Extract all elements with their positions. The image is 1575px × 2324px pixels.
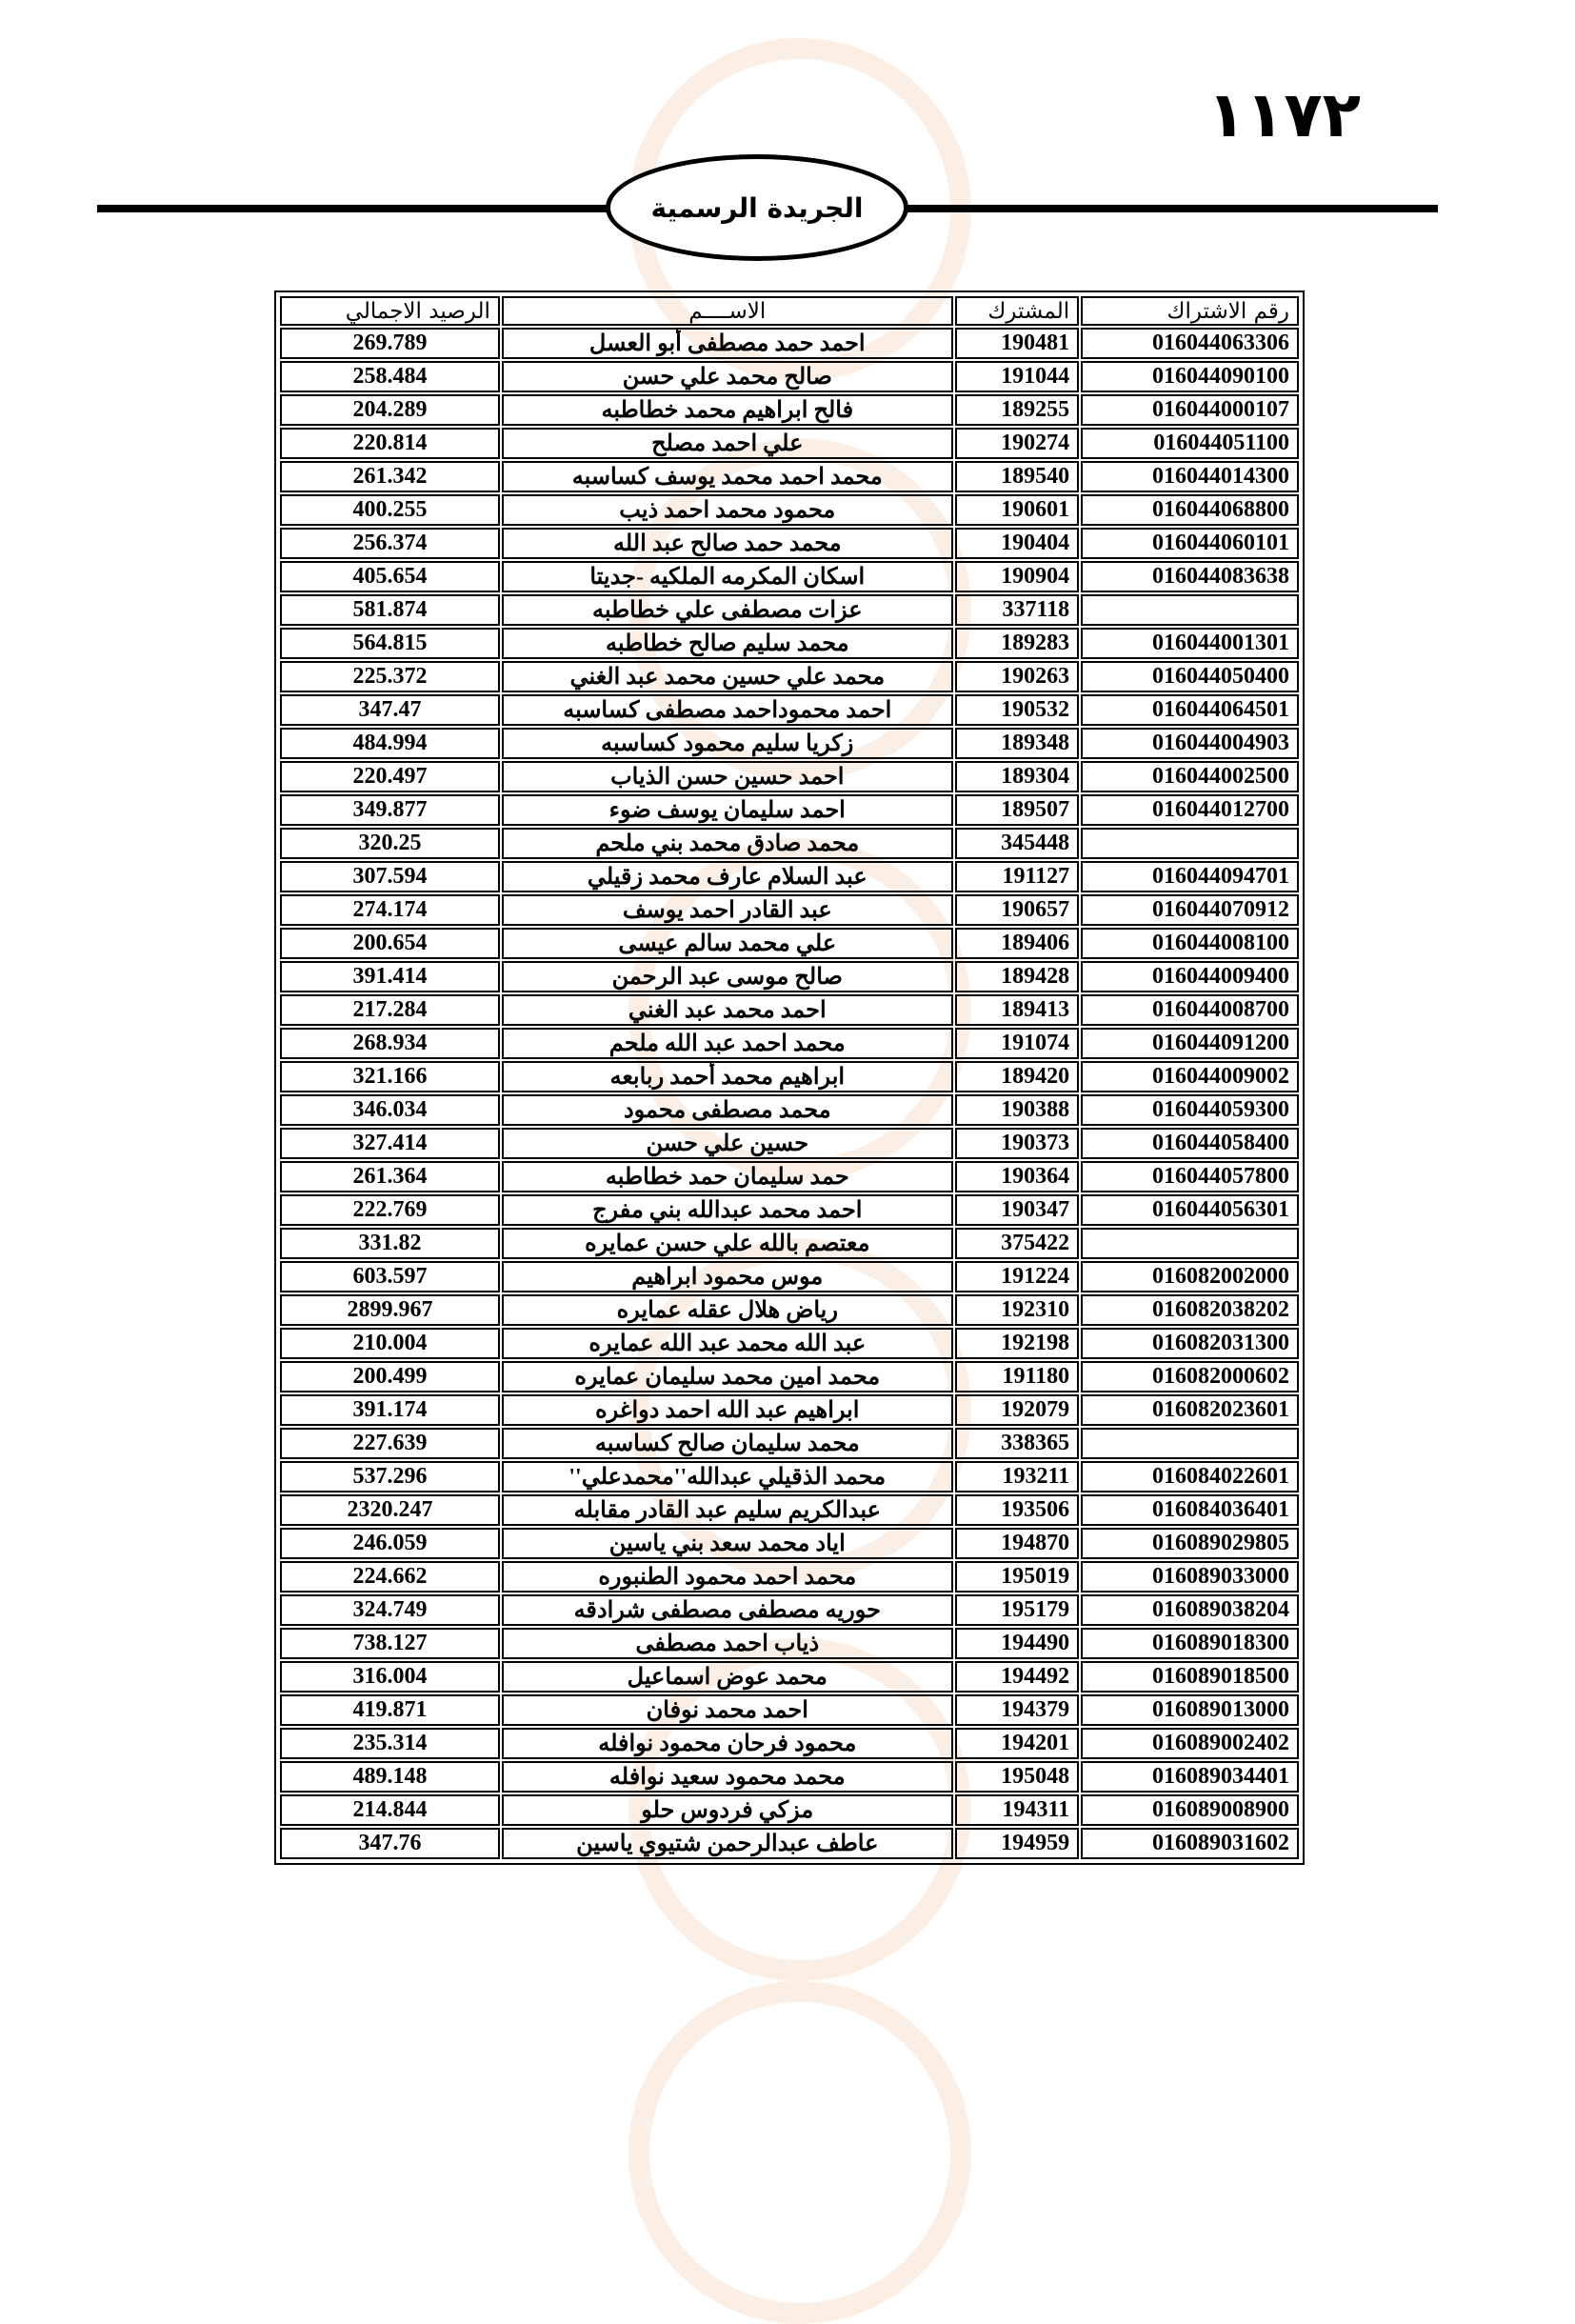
subscription-number-cell: 016044058400 bbox=[1081, 1128, 1299, 1159]
name-cell: علي احمد مصلح bbox=[502, 428, 953, 459]
subscriber-cell: 190601 bbox=[955, 494, 1079, 526]
subscriber-cell: 191044 bbox=[955, 361, 1079, 392]
subscription-number-cell: 016044050400 bbox=[1081, 661, 1299, 692]
subscription-number-cell: 016044094701 bbox=[1081, 861, 1299, 892]
balance-cell: 603.597 bbox=[280, 1261, 500, 1292]
name-cell: محمد حمد صالح عبد الله bbox=[502, 528, 953, 559]
subscription-number-cell bbox=[1081, 1228, 1299, 1259]
subscriber-cell: 190404 bbox=[955, 528, 1079, 559]
table-row bbox=[280, 994, 1299, 1026]
name-cell: ابراهيم محمد أحمد ربابعه bbox=[502, 1061, 953, 1092]
name-cell: احمد محمد عبد الغني bbox=[502, 994, 953, 1026]
table-row bbox=[280, 1294, 1299, 1326]
subscription-number-cell: 016044000107 bbox=[1081, 394, 1299, 426]
table-row bbox=[280, 1194, 1299, 1226]
name-cell: ذياب احمد مصطفى bbox=[502, 1628, 953, 1659]
table-row bbox=[280, 394, 1299, 426]
subscription-number-cell: 016044056301 bbox=[1081, 1194, 1299, 1226]
table-row bbox=[280, 761, 1299, 792]
balance-cell: 327.414 bbox=[280, 1128, 500, 1159]
table-row bbox=[280, 1428, 1299, 1459]
table-row bbox=[280, 694, 1299, 726]
subscription-number-cell: 016044063306 bbox=[1081, 328, 1299, 359]
table-row bbox=[280, 1794, 1299, 1826]
balance-cell: 222.769 bbox=[280, 1194, 500, 1226]
balance-cell: 316.004 bbox=[280, 1661, 500, 1693]
subscription-number-cell: 016044009400 bbox=[1081, 961, 1299, 992]
name-cell: علي محمد سالم عيسى bbox=[502, 928, 953, 959]
subscription-number-cell bbox=[1081, 1428, 1299, 1459]
subscription-number-cell: 016044091200 bbox=[1081, 1028, 1299, 1059]
name-cell: مزكي فردوس حلو bbox=[502, 1794, 953, 1826]
subscription-number-cell: 016044060101 bbox=[1081, 528, 1299, 559]
table-row bbox=[280, 1494, 1299, 1526]
balance-cell: 274.174 bbox=[280, 894, 500, 926]
name-cell: صالح محمد علي حسن bbox=[502, 361, 953, 392]
balance-cell: 220.497 bbox=[280, 761, 500, 792]
table-row bbox=[280, 1594, 1299, 1626]
subscription-number-cell: 016044090100 bbox=[1081, 361, 1299, 392]
subscriber-cell: 190364 bbox=[955, 1161, 1079, 1192]
balance-cell: 564.815 bbox=[280, 628, 500, 659]
table-row bbox=[280, 861, 1299, 892]
subscription-number-cell: 016044002500 bbox=[1081, 761, 1299, 792]
table-row bbox=[280, 1728, 1299, 1759]
name-cell: احمد سليمان يوسف ضوء bbox=[502, 794, 953, 826]
subscription-number-cell: 016084036401 bbox=[1081, 1494, 1299, 1526]
table-row bbox=[280, 594, 1299, 626]
name-cell: محمد الذقيلي عبدالله''محمدعلي'' bbox=[502, 1461, 953, 1493]
table-row bbox=[280, 1161, 1299, 1192]
column-header-name: الاســــم bbox=[502, 296, 953, 326]
table-row bbox=[280, 1128, 1299, 1159]
name-cell: محمد سليم صالح خطاطبه bbox=[502, 628, 953, 659]
name-cell: اياد محمد سعد بني ياسين bbox=[502, 1528, 953, 1559]
table-row bbox=[280, 1661, 1299, 1693]
table-row bbox=[280, 1094, 1299, 1126]
balance-cell: 204.289 bbox=[280, 394, 500, 426]
subscriber-cell: 191074 bbox=[955, 1028, 1079, 1059]
table-row bbox=[280, 1528, 1299, 1559]
balance-cell: 419.871 bbox=[280, 1694, 500, 1726]
name-cell: محمد مصطفى محمود bbox=[502, 1094, 953, 1126]
subscription-number-cell: 016082038202 bbox=[1081, 1294, 1299, 1326]
subscriber-cell: 195048 bbox=[955, 1761, 1079, 1793]
name-cell: حسين علي حسن bbox=[502, 1128, 953, 1159]
subscription-number-cell: 016089002402 bbox=[1081, 1728, 1299, 1759]
balance-cell: 347.47 bbox=[280, 694, 500, 726]
name-cell: عبد السلام عارف محمد زقيلي bbox=[502, 861, 953, 892]
table-row bbox=[280, 494, 1299, 526]
subscription-number-cell: 016089033000 bbox=[1081, 1561, 1299, 1593]
table-body bbox=[280, 328, 1299, 1859]
subscriber-cell: 189304 bbox=[955, 761, 1079, 792]
name-cell: فالح ابراهيم محمد خطاطبه bbox=[502, 394, 953, 426]
balance-cell: 484.994 bbox=[280, 728, 500, 759]
subscriber-cell: 190481 bbox=[955, 328, 1079, 359]
name-cell: محمد صادق محمد بني ملحم bbox=[502, 828, 953, 859]
name-cell: حوريه مصطفى مصطفى شرادقه bbox=[502, 1594, 953, 1626]
subscriber-cell: 190274 bbox=[955, 428, 1079, 459]
subscriber-cell: 194490 bbox=[955, 1628, 1079, 1659]
name-cell: محمد علي حسين محمد عبد الغني bbox=[502, 661, 953, 692]
table-row bbox=[280, 561, 1299, 592]
table-row bbox=[280, 961, 1299, 992]
subscriber-cell: 190532 bbox=[955, 694, 1079, 726]
name-cell: زكريا سليم محمود كساسبه bbox=[502, 728, 953, 759]
name-cell: احمد محمد عبدالله بني مفرج bbox=[502, 1194, 953, 1226]
balance-cell: 489.148 bbox=[280, 1761, 500, 1793]
subscriber-cell: 189255 bbox=[955, 394, 1079, 426]
subscriber-cell: 345448 bbox=[955, 828, 1079, 859]
balance-cell: 220.814 bbox=[280, 428, 500, 459]
name-cell: محمد امين محمد سليمان عمايره bbox=[502, 1361, 953, 1392]
subscription-number-cell: 016044057800 bbox=[1081, 1161, 1299, 1192]
balance-cell: 346.034 bbox=[280, 1094, 500, 1126]
table-row bbox=[280, 794, 1299, 826]
balance-cell: 224.662 bbox=[280, 1561, 500, 1593]
subscriber-cell: 192310 bbox=[955, 1294, 1079, 1326]
subscriber-cell: 189406 bbox=[955, 928, 1079, 959]
subscription-number-cell bbox=[1081, 594, 1299, 626]
subscription-number-cell: 016044059300 bbox=[1081, 1094, 1299, 1126]
table-row bbox=[280, 1394, 1299, 1426]
subscriber-cell: 190263 bbox=[955, 661, 1079, 692]
subscriber-cell: 190904 bbox=[955, 561, 1079, 592]
subscriber-cell: 194201 bbox=[955, 1728, 1079, 1759]
subscription-number-cell: 016082031300 bbox=[1081, 1328, 1299, 1359]
name-cell: عزات مصطفى علي خطاطبه bbox=[502, 594, 953, 626]
name-cell: محمد سليمان صالح كساسبه bbox=[502, 1428, 953, 1459]
balance-cell: 227.639 bbox=[280, 1428, 500, 1459]
balance-cell: 217.284 bbox=[280, 994, 500, 1026]
page-number: ١١٧٢ bbox=[1206, 78, 1361, 151]
balance-cell: 256.374 bbox=[280, 528, 500, 559]
column-header-subscriber: المشترك bbox=[955, 296, 1079, 326]
balance-cell: 537.296 bbox=[280, 1461, 500, 1493]
subscriber-cell: 189540 bbox=[955, 461, 1079, 492]
balance-cell: 391.174 bbox=[280, 1394, 500, 1426]
balance-cell: 738.127 bbox=[280, 1628, 500, 1659]
balance-cell: 2320.247 bbox=[280, 1494, 500, 1526]
balance-cell: 258.484 bbox=[280, 361, 500, 392]
name-cell: عبد الله محمد عبد الله عمايره bbox=[502, 1328, 953, 1359]
subscriber-cell: 189283 bbox=[955, 628, 1079, 659]
balance-cell: 200.654 bbox=[280, 928, 500, 959]
subscription-number-cell: 016044051100 bbox=[1081, 428, 1299, 459]
balance-cell: 225.372 bbox=[280, 661, 500, 692]
subscriber-cell: 337118 bbox=[955, 594, 1079, 626]
balance-cell: 391.414 bbox=[280, 961, 500, 992]
name-cell: حمد سليمان حمد خطاطبه bbox=[502, 1161, 953, 1192]
balance-cell: 400.255 bbox=[280, 494, 500, 526]
balance-cell: 324.749 bbox=[280, 1594, 500, 1626]
subscriber-cell: 190347 bbox=[955, 1194, 1079, 1226]
name-cell: صالح موسى عبد الرحمن bbox=[502, 961, 953, 992]
balance-cell: 347.76 bbox=[280, 1828, 500, 1859]
table-row bbox=[280, 828, 1299, 859]
subscriber-cell: 195019 bbox=[955, 1561, 1079, 1593]
subscription-number-cell: 016044014300 bbox=[1081, 461, 1299, 492]
name-cell: محمد احمد محمد يوسف كساسبه bbox=[502, 461, 953, 492]
balance-cell: 405.654 bbox=[280, 561, 500, 592]
balance-cell: 320.25 bbox=[280, 828, 500, 859]
subscription-number-cell: 016044070912 bbox=[1081, 894, 1299, 926]
subscription-number-cell: 016044064501 bbox=[1081, 694, 1299, 726]
subscriber-cell: 193211 bbox=[955, 1461, 1079, 1493]
subscriber-cell: 189507 bbox=[955, 794, 1079, 826]
subscriber-cell: 191224 bbox=[955, 1261, 1079, 1292]
balance-cell: 331.82 bbox=[280, 1228, 500, 1259]
table-row bbox=[280, 1694, 1299, 1726]
subscriber-cell: 194379 bbox=[955, 1694, 1079, 1726]
table-row bbox=[280, 1628, 1299, 1659]
balance-cell: 210.004 bbox=[280, 1328, 500, 1359]
subscriber-cell: 192198 bbox=[955, 1328, 1079, 1359]
subscriber-cell: 194311 bbox=[955, 1794, 1079, 1826]
subscriber-cell: 190657 bbox=[955, 894, 1079, 926]
subscription-number-cell: 016089031602 bbox=[1081, 1828, 1299, 1859]
balance-cell: 321.166 bbox=[280, 1061, 500, 1092]
balance-cell: 246.059 bbox=[280, 1528, 500, 1559]
name-cell: محمد محمود سعيد نوافله bbox=[502, 1761, 953, 1793]
name-cell: معتصم بالله علي حسن عمايره bbox=[502, 1228, 953, 1259]
subscription-number-cell: 016044008700 bbox=[1081, 994, 1299, 1026]
subscription-number-cell: 016089013000 bbox=[1081, 1694, 1299, 1726]
name-cell: عاطف عبدالرحمن شتيوي ياسين bbox=[502, 1828, 953, 1859]
table-row bbox=[280, 628, 1299, 659]
subscriber-cell: 189348 bbox=[955, 728, 1079, 759]
subscriber-cell: 189413 bbox=[955, 994, 1079, 1026]
column-header-total-balance: الرصيد الاجمالي bbox=[280, 296, 500, 326]
gazette-title: الجريدة الرسمية bbox=[650, 191, 864, 224]
subscriber-cell: 194959 bbox=[955, 1828, 1079, 1859]
subscriber-cell: 191127 bbox=[955, 861, 1079, 892]
table-row bbox=[280, 1061, 1299, 1092]
table-row bbox=[280, 728, 1299, 759]
subscriber-cell: 190388 bbox=[955, 1094, 1079, 1126]
name-cell: رياض هلال عقله عمايره bbox=[502, 1294, 953, 1326]
subscription-number-cell: 016044009002 bbox=[1081, 1061, 1299, 1092]
subscriber-cell: 194870 bbox=[955, 1528, 1079, 1559]
balance-cell: 269.789 bbox=[280, 328, 500, 359]
subscription-number-cell: 016089038204 bbox=[1081, 1594, 1299, 1626]
name-cell: موس محمود ابراهيم bbox=[502, 1261, 953, 1292]
table-row bbox=[280, 461, 1299, 492]
balance-cell: 268.934 bbox=[280, 1028, 500, 1059]
masthead-oval bbox=[606, 154, 908, 261]
name-cell: محمد احمد عبد الله ملحم bbox=[502, 1028, 953, 1059]
subscriber-table-frame bbox=[274, 290, 1305, 1865]
name-cell: محمود محمد احمد ذيب bbox=[502, 494, 953, 526]
name-cell: احمد حمد مصطفى أبو العسل bbox=[502, 328, 953, 359]
name-cell: محمد عوض اسماعيل bbox=[502, 1661, 953, 1693]
table-row bbox=[280, 661, 1299, 692]
name-cell: اسكان المكرمه الملكيه -جديتا bbox=[502, 561, 953, 592]
subscriber-cell: 338365 bbox=[955, 1428, 1079, 1459]
name-cell: عبد القادر احمد يوسف bbox=[502, 894, 953, 926]
subscriber-cell: 190373 bbox=[955, 1128, 1079, 1159]
table-row bbox=[280, 928, 1299, 959]
subscription-number-cell: 016084022601 bbox=[1081, 1461, 1299, 1493]
table-row bbox=[280, 1561, 1299, 1593]
subscription-number-cell: 016044012700 bbox=[1081, 794, 1299, 826]
name-cell: احمد محمد نوفان bbox=[502, 1694, 953, 1726]
watermark-clock bbox=[628, 1981, 971, 2324]
subscription-number-cell: 016089034401 bbox=[1081, 1761, 1299, 1793]
subscriber-table bbox=[278, 294, 1301, 1861]
subscription-number-cell: 016044004903 bbox=[1081, 728, 1299, 759]
table-row bbox=[280, 1828, 1299, 1859]
subscription-number-cell: 016082000602 bbox=[1081, 1361, 1299, 1392]
name-cell: احمد محموداحمد مصطفى كساسبه bbox=[502, 694, 953, 726]
subscriber-cell: 195179 bbox=[955, 1594, 1079, 1626]
balance-cell: 349.877 bbox=[280, 794, 500, 826]
subscriber-cell: 194492 bbox=[955, 1661, 1079, 1693]
subscription-number-cell: 016044068800 bbox=[1081, 494, 1299, 526]
name-cell: محمد احمد محمود الطنبوره bbox=[502, 1561, 953, 1593]
table-row bbox=[280, 894, 1299, 926]
balance-cell: 581.874 bbox=[280, 594, 500, 626]
subscriber-cell: 189420 bbox=[955, 1061, 1079, 1092]
name-cell: محمود فرحان محمود نوافله bbox=[502, 1728, 953, 1759]
table-row bbox=[280, 1461, 1299, 1493]
subscription-number-cell: 016082002000 bbox=[1081, 1261, 1299, 1292]
table-row bbox=[280, 1228, 1299, 1259]
table-row bbox=[280, 528, 1299, 559]
table-row bbox=[280, 1328, 1299, 1359]
name-cell: عبدالكريم سليم عبد القادر مقابله bbox=[502, 1494, 953, 1526]
subscriber-cell: 193506 bbox=[955, 1494, 1079, 1526]
table-row bbox=[280, 361, 1299, 392]
table-row bbox=[280, 1361, 1299, 1392]
balance-cell: 214.844 bbox=[280, 1794, 500, 1826]
subscription-number-cell: 016089029805 bbox=[1081, 1528, 1299, 1559]
subscription-number-cell bbox=[1081, 828, 1299, 859]
subscriber-cell: 192079 bbox=[955, 1394, 1079, 1426]
subscription-number-cell: 016089008900 bbox=[1081, 1794, 1299, 1826]
subscription-number-cell: 016089018300 bbox=[1081, 1628, 1299, 1659]
column-header-subscription-number: رقم الاشتراك bbox=[1081, 296, 1299, 326]
balance-cell: 307.594 bbox=[280, 861, 500, 892]
balance-cell: 2899.967 bbox=[280, 1294, 500, 1326]
balance-cell: 261.364 bbox=[280, 1161, 500, 1192]
table-row bbox=[280, 1261, 1299, 1292]
subscription-number-cell: 016089018500 bbox=[1081, 1661, 1299, 1693]
subscription-number-cell: 016044083638 bbox=[1081, 561, 1299, 592]
table-row bbox=[280, 1028, 1299, 1059]
balance-cell: 261.342 bbox=[280, 461, 500, 492]
subscriber-cell: 191180 bbox=[955, 1361, 1079, 1392]
subscription-number-cell: 016044008100 bbox=[1081, 928, 1299, 959]
name-cell: ابراهيم عبد الله احمد دواغره bbox=[502, 1394, 953, 1426]
subscription-number-cell: 016082023601 bbox=[1081, 1394, 1299, 1426]
table-header-row bbox=[280, 296, 1299, 326]
table-row bbox=[280, 428, 1299, 459]
subscription-number-cell: 016044001301 bbox=[1081, 628, 1299, 659]
subscriber-cell: 189428 bbox=[955, 961, 1079, 992]
name-cell: احمد حسين حسن الذياب bbox=[502, 761, 953, 792]
subscriber-cell: 375422 bbox=[955, 1228, 1079, 1259]
balance-cell: 235.314 bbox=[280, 1728, 500, 1759]
table-row bbox=[280, 1761, 1299, 1793]
table-row bbox=[280, 328, 1299, 359]
balance-cell: 200.499 bbox=[280, 1361, 500, 1392]
